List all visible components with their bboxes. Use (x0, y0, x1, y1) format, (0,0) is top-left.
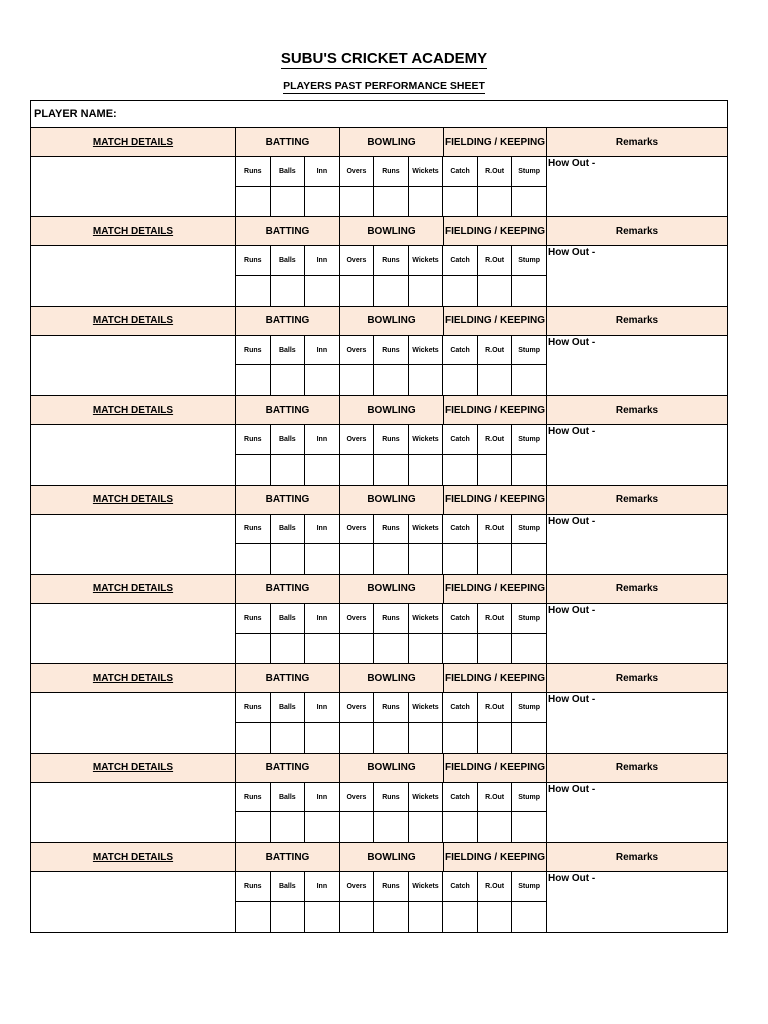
section-header-row (31, 485, 727, 515)
match-block (31, 753, 727, 842)
batting-header: BATTING (236, 128, 340, 156)
stat-value-cell[interactable] (305, 455, 340, 485)
match-details-cell[interactable] (31, 515, 236, 574)
section-header-row (31, 306, 727, 336)
match-details-header: MATCH DETAILS (31, 754, 236, 782)
stat-value-cell[interactable] (305, 902, 340, 932)
fielding-keeping-header: FIELDING / KEEPING (444, 217, 547, 245)
stat-column-label: Catch (443, 336, 478, 366)
batting-header: BATTING (236, 217, 340, 245)
stats-grid (236, 425, 547, 484)
stat-value-cell[interactable] (340, 365, 375, 395)
stat-value-cell[interactable] (443, 276, 478, 306)
match-blocks (31, 127, 727, 932)
fielding-keeping-header: FIELDING / KEEPING (444, 754, 547, 782)
section-header-row (31, 395, 727, 425)
bowling-header: BOWLING (340, 843, 444, 871)
stat-value-cell[interactable] (512, 812, 547, 842)
stat-value-cell[interactable] (271, 723, 306, 753)
stat-value-cell[interactable] (478, 812, 513, 842)
stat-value-cell[interactable] (374, 544, 409, 574)
stat-column-label: Runs (236, 336, 271, 366)
stat-value-cell[interactable] (478, 276, 513, 306)
stats-value-row (236, 187, 547, 217)
section-header-row (31, 663, 727, 693)
stats-value-row (236, 455, 547, 485)
bowling-header: BOWLING (340, 217, 444, 245)
stat-column-label: Balls (271, 693, 306, 723)
stat-column-label: Overs (340, 425, 375, 455)
stat-column-label: Overs (340, 604, 375, 634)
stats-label-row (236, 246, 547, 276)
stat-column-label: Catch (443, 872, 478, 902)
stat-column-label: Runs (236, 604, 271, 634)
stat-column-label: Catch (443, 425, 478, 455)
match-entry-row (31, 872, 727, 931)
stat-value-cell[interactable] (409, 365, 444, 395)
match-details-header: MATCH DETAILS (31, 575, 236, 603)
stat-value-cell[interactable] (271, 902, 306, 932)
stat-value-cell[interactable] (305, 812, 340, 842)
fielding-keeping-header: FIELDING / KEEPING (444, 486, 547, 514)
remarks-header: Remarks (615, 404, 659, 416)
match-block (31, 574, 727, 663)
stat-value-cell[interactable] (443, 544, 478, 574)
match-block (31, 485, 727, 574)
match-details-header: MATCH DETAILS (31, 128, 236, 156)
stat-column-label: R.Out (478, 157, 513, 187)
match-block (31, 663, 727, 752)
stat-value-cell[interactable] (478, 455, 513, 485)
stat-value-cell[interactable] (236, 634, 271, 664)
stat-value-cell[interactable] (443, 902, 478, 932)
bowling-header: BOWLING (340, 664, 444, 692)
stats-label-row (236, 336, 547, 366)
stat-value-cell[interactable] (305, 187, 340, 217)
stat-column-label: Inn (305, 157, 340, 187)
remarks-cell[interactable] (547, 336, 727, 395)
stat-column-label: R.Out (478, 693, 513, 723)
stat-value-cell[interactable] (512, 723, 547, 753)
bowling-header: BOWLING (340, 128, 444, 156)
match-entry-row (31, 783, 727, 842)
match-block (31, 306, 727, 395)
stat-value-cell[interactable] (236, 276, 271, 306)
stat-column-label: Runs (374, 693, 409, 723)
match-block (31, 842, 727, 931)
sheet-subtitle (0, 80, 768, 92)
stat-column-label: Runs (236, 157, 271, 187)
match-entry-row (31, 693, 727, 752)
remarks-header: Remarks (615, 672, 659, 684)
bowling-header: BOWLING (340, 486, 444, 514)
sheet-title-text: SUBU'S CRICKET ACADEMY (280, 50, 488, 67)
fielding-keeping-header: FIELDING / KEEPING (444, 664, 547, 692)
batting-header: BATTING (236, 843, 340, 871)
stat-value-cell[interactable] (478, 634, 513, 664)
match-entry-row (31, 515, 727, 574)
remarks-cell[interactable] (547, 157, 727, 216)
remarks-header: Remarks (615, 583, 659, 595)
match-details-cell[interactable] (31, 425, 236, 484)
remarks-header: Remarks (615, 315, 659, 327)
how-out-label: How Out - (548, 694, 596, 706)
sheet-title (0, 50, 768, 67)
how-out-label: How Out - (548, 426, 596, 438)
fielding-keeping-header: FIELDING / KEEPING (444, 575, 547, 603)
stat-value-cell[interactable] (271, 455, 306, 485)
stats-label-row (236, 157, 547, 187)
match-details-header: MATCH DETAILS (31, 217, 236, 245)
remarks-cell[interactable] (547, 246, 727, 305)
how-out-label: How Out - (548, 247, 596, 259)
stat-value-cell[interactable] (409, 723, 444, 753)
match-details-cell[interactable] (31, 246, 236, 305)
match-details-header: MATCH DETAILS (31, 486, 236, 514)
stats-grid (236, 246, 547, 305)
match-entry-row (31, 157, 727, 216)
stat-value-cell[interactable] (409, 187, 444, 217)
stat-column-label: R.Out (478, 872, 513, 902)
section-header-row (31, 753, 727, 783)
stat-column-label: Stump (512, 872, 547, 902)
player-name-field[interactable] (31, 100, 727, 127)
stat-column-label: Wickets (409, 246, 444, 276)
match-entry-row (31, 336, 727, 395)
stat-value-cell[interactable] (305, 723, 340, 753)
match-details-cell[interactable] (31, 693, 236, 752)
match-block (31, 216, 727, 305)
match-details-cell[interactable] (31, 336, 236, 395)
stat-column-label: Catch (443, 783, 478, 813)
stat-value-cell[interactable] (443, 455, 478, 485)
stat-value-cell[interactable] (340, 902, 375, 932)
stat-column-label: Balls (271, 246, 306, 276)
remarks-header: Remarks (615, 762, 659, 774)
stat-column-label: Stump (512, 157, 547, 187)
remarks-cell[interactable] (547, 872, 727, 931)
stat-column-label: Catch (443, 246, 478, 276)
stat-value-cell[interactable] (271, 365, 306, 395)
fielding-keeping-header: FIELDING / KEEPING (444, 128, 547, 156)
stats-label-row (236, 872, 547, 902)
stat-column-label: Wickets (409, 604, 444, 634)
stats-label-row (236, 425, 547, 455)
batting-header: BATTING (236, 664, 340, 692)
batting-header: BATTING (236, 754, 340, 782)
stat-column-label: Inn (305, 872, 340, 902)
stat-column-label: R.Out (478, 425, 513, 455)
section-header-row (31, 127, 727, 157)
performance-table (30, 100, 728, 933)
stat-column-label: Balls (271, 604, 306, 634)
stat-value-cell[interactable] (236, 723, 271, 753)
stat-column-label: Stump (512, 425, 547, 455)
batting-header: BATTING (236, 486, 340, 514)
stat-value-cell[interactable] (478, 365, 513, 395)
match-block (31, 127, 727, 216)
bowling-header: BOWLING (340, 307, 444, 335)
how-out-label: How Out - (548, 873, 596, 885)
stat-column-label: Overs (340, 336, 375, 366)
stats-value-row (236, 902, 547, 932)
stat-column-label: Overs (340, 872, 375, 902)
section-header-row (31, 216, 727, 246)
stat-value-cell[interactable] (374, 634, 409, 664)
batting-header: BATTING (236, 575, 340, 603)
stat-column-label: Inn (305, 425, 340, 455)
how-out-label: How Out - (548, 604, 596, 616)
stat-column-label: Runs (374, 515, 409, 545)
batting-header: BATTING (236, 396, 340, 424)
match-entry-row (31, 425, 727, 484)
stats-grid (236, 604, 547, 663)
remarks-cell[interactable] (547, 604, 727, 663)
stat-column-label: Overs (340, 783, 375, 813)
bowling-header: BOWLING (340, 575, 444, 603)
match-block (31, 395, 727, 484)
stat-column-label: Overs (340, 515, 375, 545)
remarks-cell[interactable] (547, 425, 727, 484)
stat-value-cell[interactable] (478, 902, 513, 932)
stat-column-label: Inn (305, 693, 340, 723)
stat-value-cell[interactable] (443, 187, 478, 217)
stat-column-label: Runs (236, 783, 271, 813)
stat-value-cell[interactable] (409, 812, 444, 842)
stat-value-cell[interactable] (409, 544, 444, 574)
stat-column-label: Runs (374, 604, 409, 634)
stat-value-cell[interactable] (236, 455, 271, 485)
stat-column-label: R.Out (478, 246, 513, 276)
stat-column-label: Inn (305, 783, 340, 813)
stat-column-label: Runs (374, 336, 409, 366)
stat-column-label: Wickets (409, 425, 444, 455)
section-header-row (31, 842, 727, 872)
stat-value-cell[interactable] (340, 455, 375, 485)
stat-value-cell[interactable] (512, 276, 547, 306)
stat-value-cell[interactable] (271, 812, 306, 842)
stat-column-label: Wickets (409, 336, 444, 366)
match-entry-row (31, 246, 727, 305)
stat-column-label: Inn (305, 246, 340, 276)
stats-grid (236, 515, 547, 574)
stat-value-cell[interactable] (340, 544, 375, 574)
match-details-header: MATCH DETAILS (31, 664, 236, 692)
how-out-label: How Out - (548, 515, 596, 527)
fielding-keeping-header: FIELDING / KEEPING (444, 307, 547, 335)
stat-value-cell[interactable] (409, 902, 444, 932)
stat-value-cell[interactable] (271, 544, 306, 574)
stats-value-row (236, 544, 547, 574)
batting-header: BATTING (236, 307, 340, 335)
stat-column-label: Overs (340, 157, 375, 187)
remarks-cell[interactable] (547, 693, 727, 752)
stat-column-label: Balls (271, 783, 306, 813)
match-details-cell[interactable] (31, 872, 236, 931)
stat-column-label: Runs (374, 425, 409, 455)
stat-value-cell[interactable] (340, 634, 375, 664)
stat-column-label: Runs (236, 246, 271, 276)
stat-value-cell[interactable] (443, 812, 478, 842)
stat-column-label: Balls (271, 425, 306, 455)
stat-value-cell[interactable] (340, 276, 375, 306)
stat-value-cell[interactable] (409, 276, 444, 306)
stats-value-row (236, 812, 547, 842)
player-name-label: PLAYER NAME: (34, 108, 117, 120)
stat-column-label: R.Out (478, 604, 513, 634)
stat-column-label: Catch (443, 515, 478, 545)
stats-grid (236, 157, 547, 216)
stat-value-cell[interactable] (305, 365, 340, 395)
remarks-cell[interactable] (547, 783, 727, 842)
stat-column-label: Stump (512, 693, 547, 723)
stat-value-cell[interactable] (512, 365, 547, 395)
stat-column-label: Stump (512, 336, 547, 366)
stat-column-label: Stump (512, 604, 547, 634)
how-out-label: How Out - (548, 336, 596, 348)
remarks-header: Remarks (615, 136, 659, 148)
stat-value-cell[interactable] (271, 634, 306, 664)
stat-value-cell[interactable] (512, 187, 547, 217)
stat-column-label: Balls (271, 515, 306, 545)
stat-value-cell[interactable] (305, 544, 340, 574)
stat-value-cell[interactable] (340, 723, 375, 753)
stat-column-label: Wickets (409, 693, 444, 723)
stat-value-cell[interactable] (512, 634, 547, 664)
match-details-header: MATCH DETAILS (31, 307, 236, 335)
stat-value-cell[interactable] (409, 634, 444, 664)
stat-value-cell[interactable] (340, 187, 375, 217)
stat-value-cell[interactable] (512, 902, 547, 932)
stat-column-label: Catch (443, 157, 478, 187)
stat-value-cell[interactable] (374, 187, 409, 217)
stat-column-label: Stump (512, 515, 547, 545)
stat-value-cell[interactable] (374, 455, 409, 485)
stat-value-cell[interactable] (340, 812, 375, 842)
stat-value-cell[interactable] (236, 544, 271, 574)
remarks-header: Remarks (615, 851, 659, 863)
stat-column-label: Runs (374, 783, 409, 813)
stat-value-cell[interactable] (443, 634, 478, 664)
stat-column-label: Runs (236, 515, 271, 545)
stats-grid (236, 693, 547, 752)
stat-value-cell[interactable] (374, 723, 409, 753)
match-details-header: MATCH DETAILS (31, 396, 236, 424)
stat-value-cell[interactable] (305, 634, 340, 664)
stat-value-cell[interactable] (443, 365, 478, 395)
stat-value-cell[interactable] (236, 187, 271, 217)
stat-column-label: Runs (374, 246, 409, 276)
stat-value-cell[interactable] (374, 812, 409, 842)
sheet-subtitle-text: PLAYERS PAST PERFORMANCE SHEET (283, 80, 485, 92)
stat-column-label: Inn (305, 515, 340, 545)
stat-value-cell[interactable] (478, 187, 513, 217)
stat-value-cell[interactable] (512, 544, 547, 574)
remarks-cell[interactable] (547, 515, 727, 574)
stat-value-cell[interactable] (443, 723, 478, 753)
stat-value-cell[interactable] (271, 187, 306, 217)
how-out-label: How Out - (548, 783, 596, 795)
stats-value-row (236, 723, 547, 753)
fielding-keeping-header: FIELDING / KEEPING (444, 396, 547, 424)
stats-label-row (236, 783, 547, 813)
stat-value-cell[interactable] (271, 276, 306, 306)
bowling-header: BOWLING (340, 754, 444, 782)
stat-column-label: Overs (340, 246, 375, 276)
match-details-header: MATCH DETAILS (31, 843, 236, 871)
stat-column-label: Overs (340, 693, 375, 723)
stat-column-label: Runs (236, 872, 271, 902)
stats-value-row (236, 634, 547, 664)
stat-column-label: Wickets (409, 872, 444, 902)
stats-label-row (236, 515, 547, 545)
stat-column-label: Runs (374, 157, 409, 187)
stat-value-cell[interactable] (512, 455, 547, 485)
stat-column-label: Balls (271, 336, 306, 366)
match-entry-row (31, 604, 727, 663)
stat-value-cell[interactable] (236, 902, 271, 932)
bowling-header: BOWLING (340, 396, 444, 424)
stat-value-cell[interactable] (236, 365, 271, 395)
stat-value-cell[interactable] (478, 723, 513, 753)
stat-column-label: Stump (512, 783, 547, 813)
stat-value-cell[interactable] (478, 544, 513, 574)
stats-grid (236, 336, 547, 395)
stat-column-label: Runs (236, 693, 271, 723)
match-details-cell[interactable] (31, 783, 236, 842)
stat-column-label: Balls (271, 157, 306, 187)
stat-value-cell[interactable] (374, 902, 409, 932)
stat-column-label: Wickets (409, 515, 444, 545)
stats-grid (236, 872, 547, 931)
how-out-label: How Out - (548, 158, 596, 169)
stat-column-label: R.Out (478, 336, 513, 366)
match-details-cell[interactable] (31, 604, 236, 663)
stat-column-label: Catch (443, 693, 478, 723)
stat-value-cell[interactable] (374, 365, 409, 395)
stats-value-row (236, 276, 547, 306)
stats-grid (236, 783, 547, 842)
stat-value-cell[interactable] (305, 276, 340, 306)
stat-value-cell[interactable] (409, 455, 444, 485)
stat-column-label: Inn (305, 604, 340, 634)
section-header-row (31, 574, 727, 604)
remarks-header: Remarks (615, 225, 659, 237)
fielding-keeping-header: FIELDING / KEEPING (444, 843, 547, 871)
stat-column-label: Runs (236, 425, 271, 455)
stat-column-label: R.Out (478, 783, 513, 813)
stats-label-row (236, 693, 547, 723)
stat-column-label: Balls (271, 872, 306, 902)
remarks-header: Remarks (615, 494, 659, 506)
stat-column-label: Inn (305, 336, 340, 366)
match-details-cell[interactable] (31, 157, 236, 216)
stat-column-label: Runs (374, 872, 409, 902)
stats-value-row (236, 365, 547, 395)
stat-column-label: Stump (512, 246, 547, 276)
stats-label-row (236, 604, 547, 634)
stat-value-cell[interactable] (374, 276, 409, 306)
stat-column-label: R.Out (478, 515, 513, 545)
stat-value-cell[interactable] (236, 812, 271, 842)
stat-column-label: Catch (443, 604, 478, 634)
stat-column-label: Wickets (409, 157, 444, 187)
stat-column-label: Wickets (409, 783, 444, 813)
